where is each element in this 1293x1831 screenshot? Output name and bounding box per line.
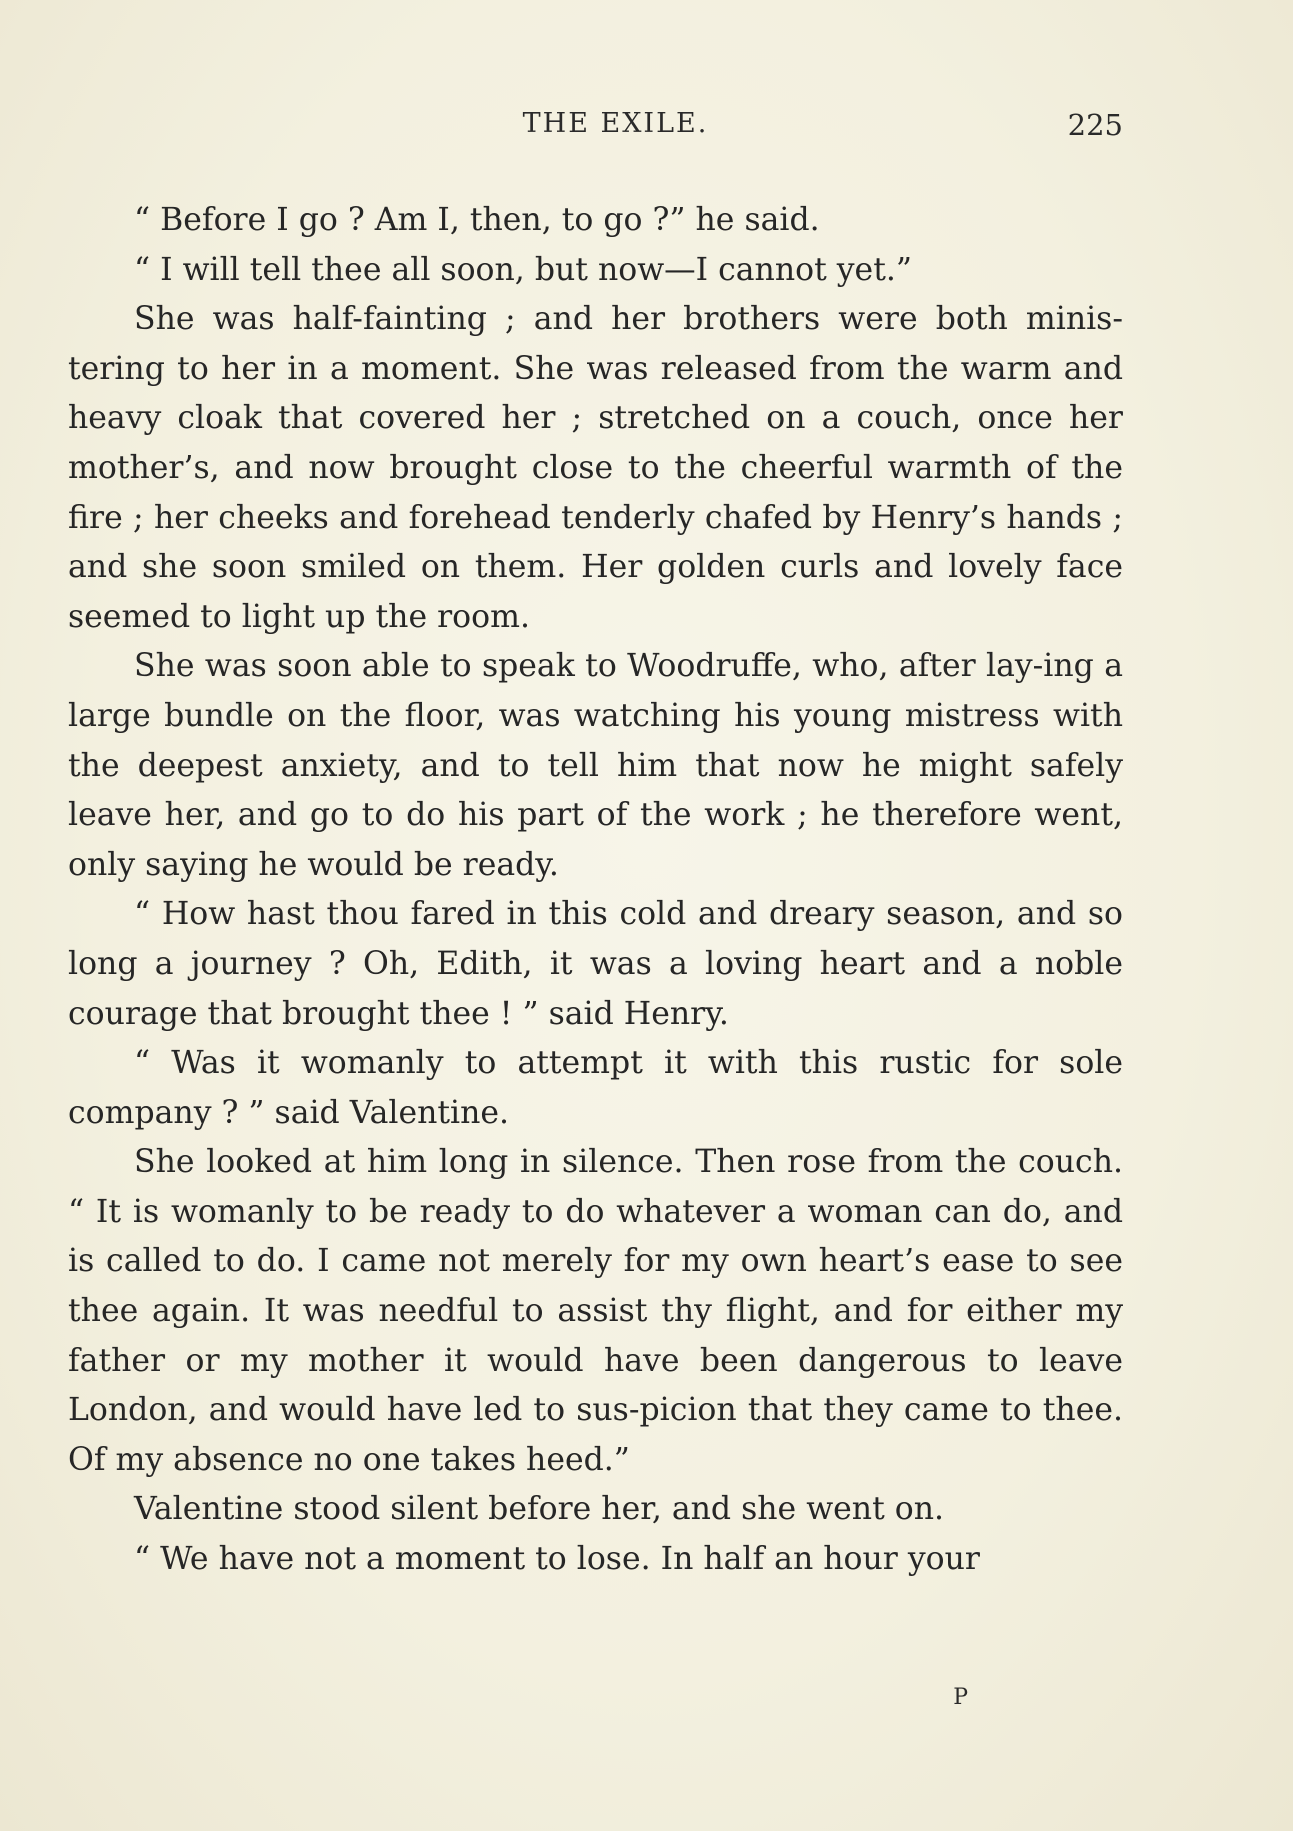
paragraph: She looked at him long in silence. Then rose from the couch. “ It is womanly to be ready to do whatever a woman can do, and is called to do. I came not merely for my own heart’s ease to see thee again. It was needful to assist thy flight, and for either my father or my mother it would have been dangerous to leave London, and would have led to sus-picion that they came to thee. Of my absence no one takes heed.” (68, 1144, 1123, 1478)
paragraph: She was soon able to speak to Woodruffe, who, after lay-ing a large bundle on the floor, was watching his young mistress with the deepest anxiety, and to tell him that now he might safely leave her, and go to do his part of the work ; he therefore went, only saying he would be ready. (68, 648, 1123, 883)
signature-mark: P (953, 1685, 968, 1710)
paragraph: “ Before I go ? Am I, then, to go ?” he said. (134, 202, 820, 238)
paragraph: “ How hast thou fared in this cold and dreary season, and so long a journey ? Oh, Edith, it was a loving heart and a noble courage that brought thee ! ” said Henry. (68, 896, 1123, 1032)
page-header (68, 108, 1123, 148)
body-text (68, 196, 1123, 1585)
paragraph: “ We have not a moment to lose. In half an hour your (134, 1541, 980, 1578)
paragraph: “ Was it womanly to attempt it with this rustic for sole company ? ” said Valentine. (68, 1045, 1123, 1131)
paragraph: “ I will tell thee all soon, but now—I cannot yet.” (134, 251, 912, 288)
page-number: 225 (1067, 108, 1123, 142)
paragraph: She was half-fainting ; and her brothers were both minis-tering to her in a moment. She was released from the warm and heavy cloak that covered her ; stretched on a couch, once her mother’s, and now brought close to the cheerful warmth of the fire ; her cheeks and forehead tenderly chafed by Henry’s hands ; and she soon smiled on them. Her golden curls and lovely face seemed to light up the room. (68, 301, 1123, 635)
running-head: THE EXILE. (522, 108, 709, 139)
paragraph: Valentine stood silent before her, and she went on. (134, 1491, 945, 1528)
